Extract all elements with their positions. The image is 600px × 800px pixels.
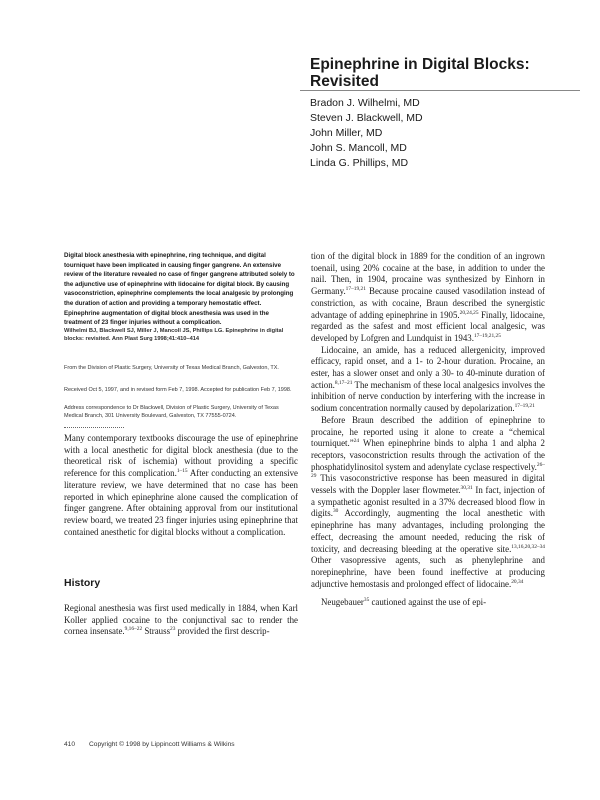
ref-citation: 30,31: [460, 485, 473, 492]
author-name: Bradon J. Wilhelmi, MD: [310, 97, 420, 109]
body-paragraph: [311, 345, 545, 415]
affiliation-footnote: From the Division of Plastic Surgery, University of Texas Medical Branch, Galveston, TX.: [64, 365, 279, 371]
ref-citation: 30: [332, 508, 339, 515]
footnote-divider: [64, 427, 124, 428]
intro-text: Many contemporary textbooks discourage the use of epinephrine with a local anesthetic for digital block anesthesia (due to the theoretical risk of ischemia) without providing a specific reference for this complication.: [64, 433, 298, 479]
ref-citation: 17–19,21: [345, 286, 366, 293]
body-text: Accordingly, augmenting the local anesthetic with epinephrine has many advantages, including prolonging the effect, decreasing the amount needed, reducing the risk of toxicity, and decreasing bleeding at the operative site.: [311, 508, 545, 554]
ref-citation: 1–15: [176, 468, 188, 475]
ref-citation: 24: [353, 438, 360, 445]
received-footnote: Received Oct 5, 1997, and in revised form Feb 7, 1998. Accepted for publication Feb 7, 1998.: [64, 387, 292, 393]
ref-citation: 17–19,21,25: [473, 332, 501, 339]
ref-citation: 17–19,21: [514, 403, 535, 410]
body-text: cautioned against the use of epi-: [369, 597, 487, 608]
body-text: Finally, lidocaine, regarded as the safest and most efficient local analgesic, was developed by Lofgren and Lundquist in 1943.: [311, 309, 545, 343]
body-paragraph: [311, 597, 545, 609]
ref-citation: 9,16–22: [124, 626, 143, 633]
section-heading-history: History: [64, 577, 101, 589]
body-paragraph: [311, 251, 545, 345]
body-text: Lidocaine, an amide, has a reduced allergenicity, improved efficacy, rapid onset, and a 1- to 2-hour duration. Procaine, an ester, has a slower onset and only a 30- to 40-minute duration of action.: [311, 344, 545, 390]
body-text: When epinephrine binds to alpha 1 and alpha 2 receptors, vasoconstriction results through the activation of the phosphatidylinositol system and adenylate cyclase respectively.: [311, 438, 545, 472]
page-footer: [64, 741, 235, 748]
correspondence-footnote: Address correspondence to Dr Blackwell, Division of Plastic Surgery, University of Texas Medical Branch, 301 University Boulevard, Galveston, TX 77555-0724.: [64, 405, 279, 420]
history-paragraph: [64, 603, 298, 638]
body-paragraph: [311, 415, 545, 591]
ref-citation: 20,34: [511, 578, 524, 585]
ref-citation: 23: [170, 626, 176, 633]
title-rule: [300, 90, 580, 91]
citation: Wilhelmi BJ, Blackwell SJ, Miller J, Mancoll JS, Phillips LG. Epinephrine in digital blocks: revisited. Ann Plast Surg 1998;41:410–414: [64, 328, 284, 343]
body-text: Other vasopressive agents, such as phenylephrine and norepinephrine, have been found ineffective at producing adjunctive hemostasis and prolonged effect of lidocaine.: [311, 555, 545, 589]
history-text: Strauss: [142, 626, 171, 637]
author-name: John Miller, MD: [310, 127, 383, 139]
ref-citation: 35: [363, 597, 370, 604]
copyright-line: Copyright © 1998 by Lippincott Williams & Wilkins: [89, 741, 235, 748]
ref-citation: 20,24,25: [459, 309, 479, 316]
intro-paragraph: [64, 433, 298, 538]
body-text: Neugebauer: [321, 597, 364, 608]
history-text: provided the first descrip-: [175, 626, 270, 637]
author-name: Steven J. Blackwell, MD: [310, 112, 423, 124]
article-title: Epinephrine in Digital Blocks: Revisited: [310, 56, 530, 90]
body-text: The mechanism of these local analgesics involves the inhibition of nerve conduction by interfering with the increase in sodium concentration normally caused by depolarization.: [311, 379, 545, 414]
author-name: Linda G. Phillips, MD: [310, 157, 409, 169]
ref-citation: 26–29: [311, 461, 545, 480]
ref-citation: 13,16,20,32–34: [511, 543, 545, 550]
body-text: This vasoconstrictive response has been measured in digital vessels with the Doppler laser flowmeter.: [311, 473, 545, 496]
body-text: tion of the digital block in 1889 for the condition of an ingrown toenail, using 20% cocaine at the base, in addition to under the nail. Then, in 1904, procaine was synthesized by Einhorn in Germany.: [311, 251, 545, 297]
body-text: In fact, injection of a sympathetic agonist resulted in a 37% decreased blood flow in digits.: [311, 485, 545, 519]
right-column: [311, 251, 545, 609]
body-text: Before Braun described the addition of epinephrine to procaine, he reported using it alone to create a “chemical tourniquet.”: [311, 414, 545, 449]
ref-citation: 8,17–21: [334, 379, 353, 386]
abstract: Digital block anesthesia with epinephrine, ring technique, and digital tourniquet have been implicated in causing finger gangrene. An extensive review of the literature revealed no case of finger gangrene attributed solely to the adjunctive use of epinephrine with lidocaine for digital block. By causing vasoconstriction, epinephrine complements the local analgesic by prolonging the duration of action and providing a temporary hemostatic effect. Epinephrine augmentation of digital block anesthesia was used in the treatment of 23 finger injuries without a complication.: [64, 252, 295, 327]
author-name: John S. Mancoll, MD: [310, 142, 407, 154]
author-list: [310, 96, 423, 171]
body-text: Because procaine caused vasodilation instead of constriction, as with cocaine, Braun described the synergistic advantage of adding epinephrine in 1905.: [311, 286, 545, 320]
page-number: 410: [64, 741, 76, 748]
history-text: Regional anesthesia was first used medically in 1884, when Karl Koller applied cocaine to the conjunctival sac to render the cornea insensate.: [64, 603, 298, 637]
intro-text: After conducting an extensive literature review, we have determined that no case has been reported in which epinephrine alone caused the complication of finger gangrene. After obtaining approval from our institutional review board, we treated 23 finger injuries using epinephrine that contained anesthetic for digital blocks without a complication.: [64, 468, 298, 537]
